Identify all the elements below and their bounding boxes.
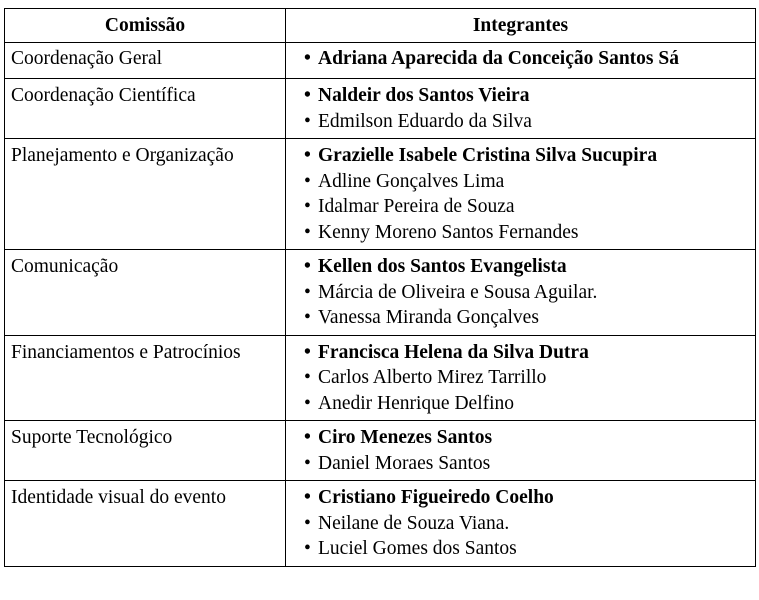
- bullet-icon: •: [304, 427, 311, 448]
- table-row: [5, 250, 756, 336]
- bullet-icon: •: [304, 452, 311, 474]
- member-name: Márcia de Oliveira e Sousa Aguilar.: [318, 281, 598, 303]
- bullet-icon: •: [304, 85, 311, 106]
- commission-name: Financiamentos e Patrocínios: [5, 335, 286, 421]
- members-cell: [286, 43, 756, 79]
- commission-name: Planejamento e Organização: [5, 139, 286, 250]
- member-name: Ciro Menezes Santos: [318, 427, 493, 448]
- member: [304, 365, 755, 391]
- member: [304, 194, 755, 220]
- members-cell: [286, 421, 756, 481]
- table-row: [5, 43, 756, 79]
- member-name: Daniel Moraes Santos: [318, 452, 491, 474]
- members-cell: [286, 139, 756, 250]
- bullet-icon: •: [304, 48, 311, 69]
- member-name: Anedir Henrique Delfino: [318, 392, 515, 414]
- bullet-icon: •: [304, 392, 311, 414]
- member-name: Naldeir dos Santos Vieira: [318, 85, 530, 106]
- member-lead: [304, 143, 755, 169]
- bullet-icon: •: [304, 145, 311, 166]
- member-lead: [304, 254, 755, 280]
- header-members: Integrantes: [286, 9, 756, 43]
- table-row: [5, 139, 756, 250]
- commission-name: Comunicação: [5, 250, 286, 336]
- member-name: Grazielle Isabele Cristina Silva Sucupira: [318, 145, 658, 166]
- bullet-icon: •: [304, 341, 311, 363]
- member-name: Adriana Aparecida da Conceição Santos Sá: [318, 48, 679, 69]
- header-commission: Comissão: [5, 9, 286, 43]
- member: [304, 109, 755, 135]
- member-lead: [304, 340, 755, 366]
- member: [304, 536, 755, 562]
- table-row: [5, 335, 756, 421]
- member: [304, 220, 755, 246]
- member-name: Idalmar Pereira de Souza: [318, 196, 515, 217]
- commission-name: Coordenação Geral: [5, 43, 286, 79]
- commission-name: Suporte Tecnológico: [5, 421, 286, 481]
- table-row: [5, 481, 756, 567]
- table-row: [5, 421, 756, 481]
- member-lead: [304, 485, 755, 511]
- member-name: Kenny Moreno Santos Fernandes: [318, 221, 579, 243]
- bullet-icon: •: [304, 221, 311, 243]
- member-name: Adline Gonçalves Lima: [318, 170, 505, 192]
- bullet-icon: •: [304, 367, 311, 388]
- bullet-icon: •: [304, 110, 311, 132]
- bullet-icon: •: [304, 196, 311, 217]
- members-cell: [286, 250, 756, 336]
- table-body: [5, 43, 756, 567]
- bullet-icon: •: [304, 512, 311, 534]
- member: [304, 305, 755, 331]
- members-cell: [286, 335, 756, 421]
- member-name: Carlos Alberto Mirez Tarrillo: [318, 367, 547, 388]
- bullet-icon: •: [304, 281, 311, 303]
- member: [304, 451, 755, 477]
- bullet-icon: •: [304, 487, 311, 508]
- bullet-icon: •: [304, 256, 311, 277]
- bullet-icon: •: [304, 307, 311, 328]
- bullet-icon: •: [304, 170, 311, 192]
- commissions-table: [4, 8, 756, 567]
- member-name: Vanessa Miranda Gonçalves: [318, 307, 539, 328]
- member-name: Neilane de Souza Viana.: [318, 512, 510, 534]
- member-name: Cristiano Figueiredo Coelho: [318, 487, 554, 508]
- member-name: Edmilson Eduardo da Silva: [318, 110, 532, 132]
- member: [304, 391, 755, 417]
- members-cell: [286, 481, 756, 567]
- member-name: Luciel Gomes dos Santos: [318, 538, 517, 559]
- member-name: Francisca Helena da Silva Dutra: [318, 341, 589, 363]
- member: [304, 511, 755, 537]
- bullet-icon: •: [304, 538, 311, 559]
- table-header-row: [5, 9, 756, 43]
- members-cell: [286, 79, 756, 139]
- member: [304, 280, 755, 306]
- member-lead: [304, 46, 755, 72]
- document-page: [4, 8, 756, 567]
- member-lead: [304, 83, 755, 109]
- member-lead: [304, 425, 755, 451]
- table-row: [5, 79, 756, 139]
- member: [304, 169, 755, 195]
- commission-name: Identidade visual do evento: [5, 481, 286, 567]
- commission-name: Coordenação Científica: [5, 79, 286, 139]
- member-name: Kellen dos Santos Evangelista: [318, 256, 567, 277]
